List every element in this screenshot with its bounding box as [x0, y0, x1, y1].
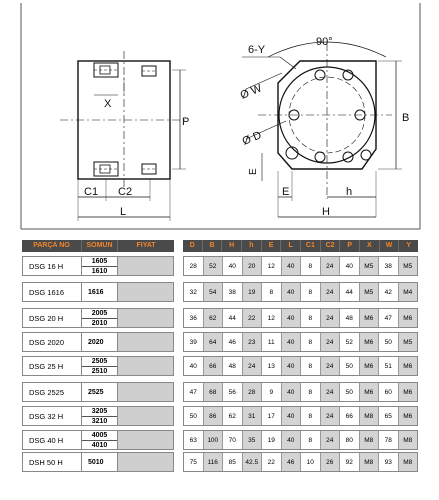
- dim-cell-d: 40: [184, 357, 204, 375]
- dim-cell-h: 38: [223, 283, 243, 301]
- dim-cell-x: M5: [360, 257, 380, 275]
- dim-cell-c1: 8: [301, 309, 321, 327]
- dim-cell-h: 31: [243, 407, 263, 425]
- dim-cell-b: 116: [204, 453, 224, 471]
- table-row: [22, 382, 174, 402]
- nut-cell: [82, 308, 118, 328]
- table-row: [183, 282, 418, 302]
- header-dim-w: W: [380, 240, 400, 252]
- nut-code: 2510: [82, 366, 117, 376]
- dim-label-l: L: [120, 206, 127, 218]
- angle-label: 90°: [316, 36, 333, 48]
- dim-cell-x: M5: [360, 283, 380, 301]
- price-cell[interactable]: [118, 382, 174, 402]
- dim-cell-b: 68: [204, 383, 224, 401]
- dim-cell-y: M6: [399, 407, 418, 425]
- part-number: DSG 2525: [22, 382, 82, 402]
- nut-code: 1605: [91, 257, 108, 265]
- table-row: [183, 308, 418, 328]
- header-dim-x: X: [360, 240, 380, 252]
- dim-label-e: E: [282, 186, 290, 198]
- dim-label-w: Ø W: [238, 82, 264, 102]
- table-row: [183, 430, 418, 450]
- price-cell[interactable]: [118, 452, 174, 472]
- dim-cell-d: 36: [184, 309, 204, 327]
- nut-code: 1616: [88, 288, 104, 296]
- dim-cell-l: 40: [282, 333, 302, 351]
- dim-label-b: B: [402, 112, 410, 124]
- nut-code: 2525: [88, 388, 104, 396]
- header-dim-p: P: [340, 240, 360, 252]
- part-number: DSG 16 H: [22, 256, 82, 276]
- nut-cell: [82, 406, 118, 426]
- dim-cell-p: 92: [340, 453, 360, 471]
- dim-cell-w: 93: [379, 453, 399, 471]
- dim-cell-h: 28: [243, 383, 263, 401]
- dim-cell-b: 52: [204, 257, 224, 275]
- dim-label-c2: C2: [118, 186, 133, 198]
- table-row: [183, 382, 418, 402]
- parts-table-left: [22, 240, 174, 467]
- dim-cell-h: 40: [223, 257, 243, 275]
- dim-cell-c1: 8: [301, 407, 321, 425]
- dim-cell-h: 62: [223, 407, 243, 425]
- dim-cell-d: 75: [184, 453, 204, 471]
- dim-label-c1: C1: [84, 186, 99, 198]
- price-cell[interactable]: [118, 430, 174, 450]
- table-row: [22, 256, 174, 276]
- part-number: DSH 50 H: [22, 452, 82, 472]
- nut-code: 5010: [88, 458, 104, 466]
- table-row: [183, 332, 418, 352]
- table-row: [22, 282, 174, 302]
- dim-cell-l: 40: [282, 257, 302, 275]
- dim-cell-e: 8: [262, 283, 282, 301]
- dim-cell-w: 60: [379, 383, 399, 401]
- dim-cell-c1: 8: [301, 333, 321, 351]
- dim-label-h-small: h: [346, 186, 353, 198]
- nut-code: 4010: [82, 440, 117, 450]
- dim-cell-l: 40: [282, 283, 302, 301]
- nut-cell: [82, 382, 118, 402]
- dim-cell-b: 86: [204, 407, 224, 425]
- table-row: [183, 406, 418, 426]
- dim-cell-e: 22: [262, 453, 282, 471]
- dim-cell-w: 47: [379, 309, 399, 327]
- dim-cell-d: 50: [184, 407, 204, 425]
- dim-cell-c2: 24: [321, 357, 341, 375]
- parts-table-right-header: [183, 240, 418, 252]
- dim-cell-c1: 8: [301, 257, 321, 275]
- header-dim-h: h: [242, 240, 262, 252]
- dim-cell-x: M6: [360, 357, 380, 375]
- dim-cell-h: 20: [243, 257, 263, 275]
- dim-cell-y: M6: [399, 383, 418, 401]
- header-dim-c2: C2: [321, 240, 341, 252]
- dim-cell-h: 46: [223, 333, 243, 351]
- table-row: [183, 256, 418, 276]
- dim-cell-y: M8: [399, 431, 418, 449]
- table-row: [183, 356, 418, 376]
- dim-cell-c1: 8: [301, 357, 321, 375]
- dim-cell-e: 17: [262, 407, 282, 425]
- nut-cell: [82, 282, 118, 302]
- dim-cell-x: M8: [360, 431, 380, 449]
- dim-cell-b: 62: [204, 309, 224, 327]
- dim-cell-h: 44: [223, 309, 243, 327]
- dim-cell-y: M5: [399, 257, 418, 275]
- dim-cell-c2: 24: [321, 309, 341, 327]
- dim-cell-x: M8: [360, 453, 380, 471]
- dim-cell-b: 54: [204, 283, 224, 301]
- price-cell[interactable]: [118, 308, 174, 328]
- dim-cell-e: 11: [262, 333, 282, 351]
- dim-cell-d: 32: [184, 283, 204, 301]
- part-number: DSG 2020: [22, 332, 82, 352]
- dim-cell-l: 40: [282, 357, 302, 375]
- dim-cell-l: 40: [282, 407, 302, 425]
- dim-cell-d: 28: [184, 257, 204, 275]
- dim-cell-c1: 10: [301, 453, 321, 471]
- dim-label-d: Ø D: [240, 129, 264, 148]
- dim-cell-w: 38: [379, 257, 399, 275]
- dim-cell-h: 24: [243, 357, 263, 375]
- dim-cell-d: 39: [184, 333, 204, 351]
- dim-cell-b: 66: [204, 357, 224, 375]
- nut-code: 1610: [82, 266, 117, 276]
- dim-cell-e: 12: [262, 309, 282, 327]
- table-row: [22, 406, 174, 426]
- part-number: DSG 25 H: [22, 356, 82, 376]
- dim-cell-h: 22: [243, 309, 263, 327]
- price-cell[interactable]: [118, 406, 174, 426]
- part-number: DSG 32 H: [22, 406, 82, 426]
- price-cell[interactable]: [118, 332, 174, 352]
- header-dim-h: H: [222, 240, 242, 252]
- dim-cell-p: 44: [340, 283, 360, 301]
- header-dim-d: D: [183, 240, 203, 252]
- nut-code: 4005: [91, 431, 108, 439]
- nut-code: 2005: [91, 309, 108, 317]
- dim-label-p: P: [182, 116, 190, 128]
- dim-cell-b: 100: [204, 431, 224, 449]
- table-row: [22, 452, 174, 472]
- dim-cell-c2: 24: [321, 407, 341, 425]
- nut-cell: [82, 452, 118, 472]
- dim-cell-h: 19: [243, 283, 263, 301]
- dim-cell-c2: 26: [321, 453, 341, 471]
- table-row: [22, 356, 174, 376]
- dim-cell-w: 50: [379, 333, 399, 351]
- dim-cell-d: 63: [184, 431, 204, 449]
- dim-cell-h: 85: [223, 453, 243, 471]
- dim-cell-p: 48: [340, 309, 360, 327]
- dim-cell-b: 64: [204, 333, 224, 351]
- dim-cell-w: 65: [379, 407, 399, 425]
- dim-cell-c1: 8: [301, 431, 321, 449]
- nut-code: 2020: [88, 338, 104, 346]
- dim-cell-p: 50: [340, 383, 360, 401]
- dim-cell-c2: 24: [321, 431, 341, 449]
- technical-drawing: [20, 3, 428, 231]
- dim-cell-x: M6: [360, 383, 380, 401]
- dim-cell-l: 40: [282, 383, 302, 401]
- part-number: DSG 20 H: [22, 308, 82, 328]
- dim-cell-c1: 8: [301, 283, 321, 301]
- dim-cell-p: 80: [340, 431, 360, 449]
- price-cell[interactable]: [118, 256, 174, 276]
- dim-cell-l: 40: [282, 431, 302, 449]
- dim-label-e-vertical: E: [248, 168, 259, 175]
- parts-table-left-header: [22, 240, 174, 252]
- dim-label-x: X: [104, 98, 112, 110]
- table-row: [22, 332, 174, 352]
- header-dim-y: Y: [406, 242, 412, 249]
- front-view: [242, 42, 402, 217]
- nut-cell: [82, 256, 118, 276]
- dim-cell-y: M8: [399, 453, 418, 471]
- dim-cell-y: M4: [399, 283, 418, 301]
- dim-cell-e: 12: [262, 257, 282, 275]
- dim-cell-c2: 24: [321, 283, 341, 301]
- dim-cell-h: 48: [223, 357, 243, 375]
- dim-cell-h: 42.5: [243, 453, 263, 471]
- dim-cell-x: M8: [360, 407, 380, 425]
- nut-code: 2010: [82, 318, 117, 328]
- dim-cell-y: M5: [399, 333, 418, 351]
- dim-cell-h: 35: [243, 431, 263, 449]
- nut-cell: [82, 332, 118, 352]
- header-part-no: PARÇA NO: [22, 240, 82, 252]
- dim-cell-l: 46: [282, 453, 302, 471]
- dim-cell-h: 70: [223, 431, 243, 449]
- dim-cell-e: 9: [262, 383, 282, 401]
- dim-cell-x: M6: [360, 309, 380, 327]
- dim-cell-w: 78: [379, 431, 399, 449]
- dim-cell-c1: 8: [301, 383, 321, 401]
- table-row: [22, 308, 174, 328]
- dim-cell-y: M6: [399, 309, 418, 327]
- dim-cell-e: 13: [262, 357, 282, 375]
- dim-cell-c2: 24: [321, 333, 341, 351]
- dim-cell-p: 40: [340, 257, 360, 275]
- part-number: DSG 40 H: [22, 430, 82, 450]
- table-row: [183, 452, 418, 472]
- dim-cell-y: M6: [399, 357, 418, 375]
- parts-table-right: [183, 240, 418, 466]
- price-cell[interactable]: [118, 282, 174, 302]
- dim-label-h: H: [322, 206, 330, 218]
- dim-cell-h: 23: [243, 333, 263, 351]
- dim-cell-p: 50: [340, 357, 360, 375]
- part-number: DSG 1616: [22, 282, 82, 302]
- dim-cell-l: 40: [282, 309, 302, 327]
- dim-cell-c2: 24: [321, 257, 341, 275]
- nut-code: 3205: [91, 407, 108, 415]
- price-cell[interactable]: [118, 356, 174, 376]
- header-nut: SOMUN: [82, 240, 118, 252]
- header-dim-l: L: [281, 240, 301, 252]
- nut-code: 2505: [91, 357, 108, 365]
- nut-code: 3210: [82, 416, 117, 426]
- header-dim-c1: C1: [301, 240, 321, 252]
- dim-cell-w: 42: [379, 283, 399, 301]
- dim-cell-c2: 24: [321, 383, 341, 401]
- dim-cell-e: 19: [262, 431, 282, 449]
- nut-cell: [82, 356, 118, 376]
- dim-cell-h: 56: [223, 383, 243, 401]
- dim-cell-w: 51: [379, 357, 399, 375]
- dim-cell-d: 47: [184, 383, 204, 401]
- header-price: FIYAT: [136, 242, 156, 249]
- holes-label: 6-Y: [248, 44, 266, 56]
- nut-cell: [82, 430, 118, 450]
- dim-cell-p: 52: [340, 333, 360, 351]
- dim-cell-x: M6: [360, 333, 380, 351]
- header-dim-b: B: [203, 240, 223, 252]
- header-dim-e: E: [262, 240, 282, 252]
- dim-cell-p: 66: [340, 407, 360, 425]
- table-row: [22, 430, 174, 450]
